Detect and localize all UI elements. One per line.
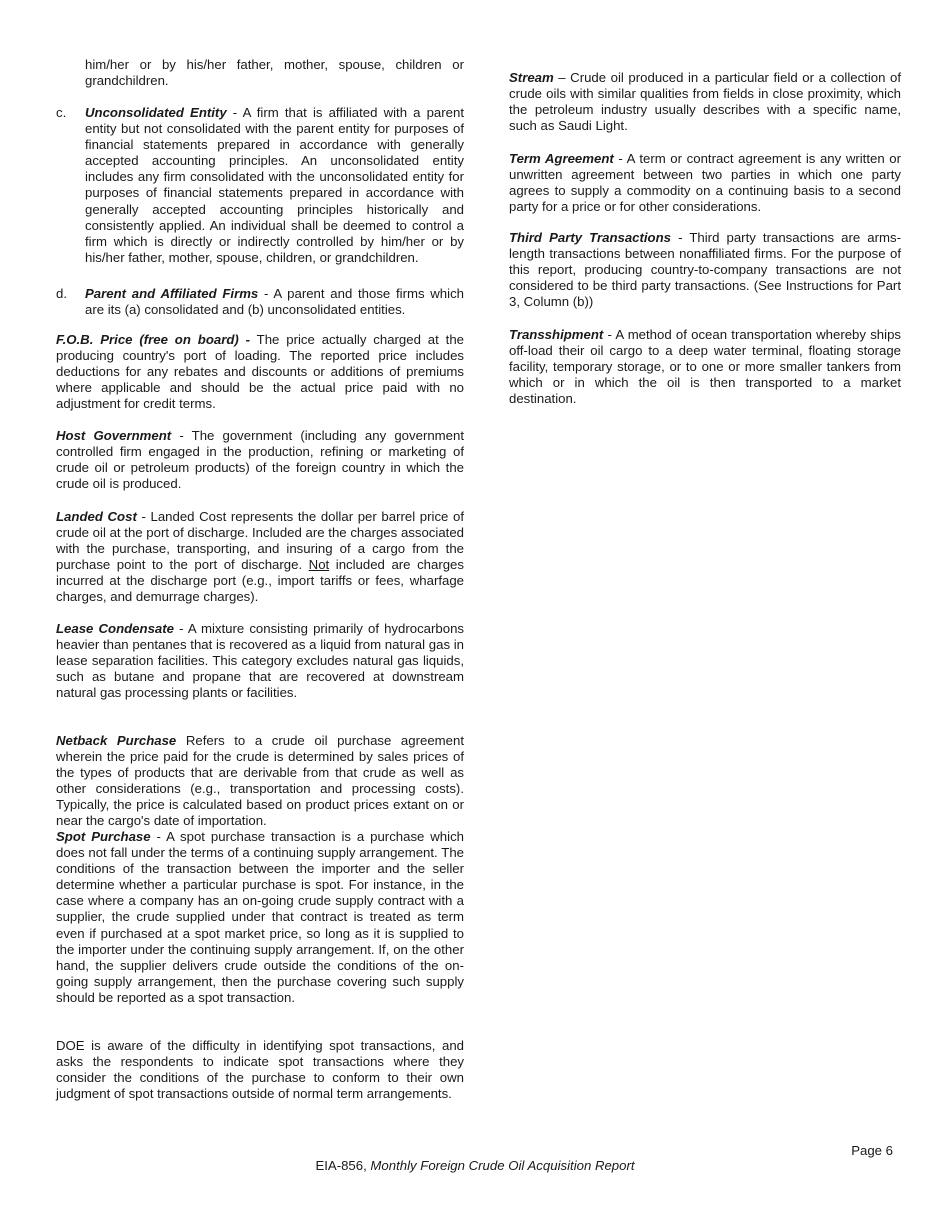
definition-text: - A method of ocean transportation whereby ships off-load their oil cargo to a deep water terminal, floating storage facility, temporary storage, or to one or more smaller tankers from which or in which the oil is then transported to a market destination. [509, 327, 901, 407]
definition-body [56, 621, 464, 701]
definition-text: - A parent and those firms which are its (a) consolidated and (b) unconsolidated entities. [85, 286, 464, 318]
definition-text-continued: included are charges incurred at the discharge port (e.g., import tariffs or fees, wharfage charges, and demurrage charges). [56, 557, 464, 605]
definition-body [56, 332, 464, 412]
definition-landed-cost [56, 509, 464, 606]
page-number: Page 6 [851, 1143, 893, 1158]
definition-text: - The government (including any government controlled firm engaged in the production, refining or marketing of crude oil or petroleum products) of the foreign country in which the crude oil is produced. [56, 428, 464, 492]
term-label: F.O.B. Price (free on board) - [56, 332, 251, 347]
definition-stream [509, 70, 901, 134]
continued-text: him/her or by his/her father, mother, spouse, children or grandchildren. [85, 57, 464, 89]
term-label: Unconsolidated Entity [85, 105, 227, 120]
definition-fob-price [56, 332, 464, 412]
definition-text: – Crude oil produced in a particular field or a collection of crude oils with similar qualities from fields in close proximity, which the petroleum industry usually describes with a specific name, such as Saudi Light. [509, 70, 901, 134]
definition-term-agreement [509, 151, 901, 215]
term-label: Parent and Affiliated Firms [85, 286, 259, 301]
definition-body [56, 428, 464, 492]
definition-body [85, 105, 464, 266]
continued-paragraph [85, 57, 464, 89]
definition-text: - A spot purchase transaction is a purchase which does not fall under the terms of a continuing supply arrangement. The conditions of the transaction between the importer and the seller determine whether a particular purchase is spot. For instance, in the case where a company has an on-going crude supply contract with a supplier, the crude supplied under that contract is treated as term even if purchased at a spot market price, so long as it is supplied to the importer under the continuing supply arrangement. If, on the other hand, the supplier delivers crude outside the conditions of the on-going supply arrangement, then the purchase covering such supply should be reported as a spot transaction. [56, 829, 465, 1005]
definition-body [509, 230, 901, 310]
definition-body [56, 509, 464, 606]
definition-parent-affiliated-firms [56, 286, 464, 318]
definition-body [56, 829, 464, 1006]
definition-unconsolidated-entity [56, 105, 464, 266]
definition-body [509, 70, 901, 134]
definition-body [56, 733, 464, 830]
term-label: Netback Purchase [56, 733, 177, 748]
underlined-not: Not [308, 557, 330, 573]
term-label: Spot Purchase [56, 829, 151, 844]
footer [0, 1158, 950, 1174]
definition-third-party-transactions [509, 230, 901, 310]
definition-body [509, 327, 901, 407]
term-label: Landed Cost [56, 509, 137, 524]
doe-paragraph [56, 1038, 464, 1102]
form-number: EIA-856, [315, 1158, 371, 1173]
term-label: Stream [509, 70, 554, 85]
definition-body [509, 151, 901, 215]
definition-text: - A term or contract agreement is any written or unwritten agreement between two parties in which one party agrees to supply a commodity on a continuing basis to a second party for a price or for other considerations. [509, 151, 901, 215]
definition-netback-purchase [56, 733, 464, 830]
term-label: Transshipment [509, 327, 604, 342]
doe-text: DOE is aware of the difficulty in identifying spot transactions, and asks the respondents to indicate spot transactions where they consider the conditions of the purchase to conform to their own judgment of spot transactions outside of normal term arrangements. [56, 1038, 464, 1102]
definition-text: - Third party transactions are arms-length transactions between nonaffiliated firms. For the purpose of this report, producing country-to-company transactions are not considered to be third party transactions. (See Instructions for Part 3, Column (b)) [509, 230, 901, 310]
report-title: Monthly Foreign Crude Oil Acquisition Report [370, 1158, 635, 1173]
term-label: Third Party Transactions [509, 230, 671, 245]
list-letter-d: d. [56, 286, 67, 301]
definition-spot-purchase [56, 829, 464, 1006]
definition-text: - Landed Cost represents the dollar per barrel price of crude oil at the port of discharge. Included are the charges associated with the purchase, transporting, and insuring of a cargo from the purchase point to the port of discharge. [56, 509, 465, 573]
definition-lease-condensate [56, 621, 464, 701]
definition-text: Refers to a crude oil purchase agreement wherein the price paid for the crude is determined by sales prices of the types of products that are derivable from that crude as well as other considerations (e.g., transportation and processing costs). Typically, the price is calculated based on product prices extant on or near the cargo's date of importation. [56, 733, 464, 829]
term-label: Lease Condensate [56, 621, 174, 636]
definition-text: - A mixture consisting primarily of hydrocarbons heavier than pentanes that is recovered as a liquid from natural gas in lease separation facilities. This category excludes natural gas liquids, such as butane and propane that are recovered at downstream natural gas processing plants or facilities. [56, 621, 464, 701]
definition-host-government [56, 428, 464, 492]
definition-text: - A firm that is affiliated with a parent entity but not consolidated with the parent entity for purposes of financial statements prepared in accordance with generally accepted accounting principles. An unconsolidated entity includes any firm consolidated with the unconsolidated entity for purposes of financial statements prepared in accordance with generally accepted accounting principles historically and consistently applied. An individual shall be deemed to control a firm which is directly or indirectly controlled by him/her or by his/her father, mother, spouse, children, or grandchildren. [85, 105, 464, 265]
list-letter-c: c. [56, 105, 67, 120]
definition-text: The price actually charged at the producing country's port of loading. The reported price includes deductions for any rebates and discounts or additions of premiums where applicable and should be the actual price paid with no adjustment for credit terms. [56, 332, 464, 412]
definition-body [85, 286, 464, 318]
term-label: Term Agreement [509, 151, 614, 166]
definition-transshipment [509, 327, 901, 407]
term-label: Host Government [56, 428, 172, 443]
